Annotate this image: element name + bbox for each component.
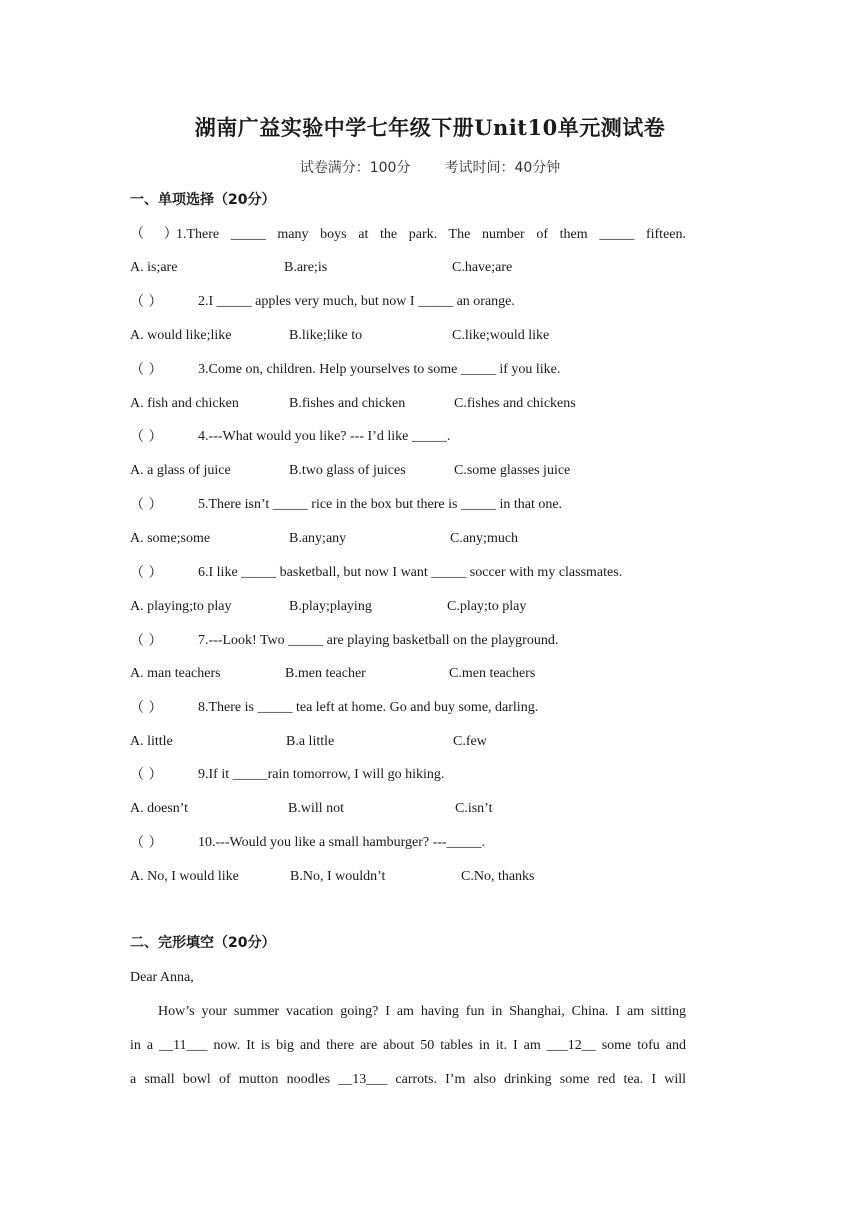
question-text: 9.If it _____rain tomorrow, I will go hiking. bbox=[198, 767, 445, 782]
answer-paren: （ ） bbox=[130, 429, 163, 445]
option-b: B.like;like to bbox=[289, 328, 363, 343]
option-b: B.No, I wouldn’t bbox=[290, 869, 386, 884]
question-text: 1.There _____ many boys at the park. The number of them _____ fifteen. bbox=[175, 227, 686, 242]
option-b: B.play;playing bbox=[289, 599, 372, 614]
question-text: 6.I like _____ basketball, but now I want _____ soccer with my classmates. bbox=[198, 565, 623, 580]
answer-paren: （ ） bbox=[130, 362, 163, 378]
option-c: C.any;much bbox=[450, 531, 519, 546]
question-text: 8.There is _____ tea left at home. Go and buy some, darling. bbox=[198, 700, 539, 715]
option-b: B.will not bbox=[288, 801, 345, 816]
option-a: A. doesn’t bbox=[130, 801, 189, 816]
option-b: B.two glass of juices bbox=[289, 463, 406, 478]
answer-paren: （ ） bbox=[130, 294, 163, 310]
answer-paren: （ ） bbox=[130, 700, 163, 716]
question-text: 2.I _____ apples very much, but now I _____ an orange. bbox=[198, 294, 515, 309]
question-text: 3.Come on, children. Help yourselves to some _____ if you like. bbox=[198, 362, 561, 377]
question-8 bbox=[130, 697, 686, 719]
question-9 bbox=[130, 764, 686, 786]
options-10 bbox=[130, 866, 686, 888]
section-2-heading: 二、完形填空（20分） bbox=[130, 935, 276, 951]
option-c: C.fishes and chickens bbox=[454, 396, 576, 411]
option-b: B.men teacher bbox=[285, 666, 366, 681]
option-a: A. playing;to play bbox=[130, 599, 232, 614]
option-a: A. fish and chicken bbox=[130, 396, 239, 411]
options-9 bbox=[130, 798, 686, 820]
letter-salutation: Dear Anna, bbox=[130, 970, 194, 985]
question-10 bbox=[130, 832, 686, 854]
option-c: C.No, thanks bbox=[461, 869, 535, 884]
options-5 bbox=[130, 528, 686, 550]
option-a: A. little bbox=[130, 734, 173, 749]
option-a: A. is;are bbox=[130, 260, 178, 275]
option-a: A. man teachers bbox=[130, 666, 221, 681]
options-8 bbox=[130, 731, 686, 753]
question-6 bbox=[130, 562, 686, 584]
answer-paren: （ ） bbox=[130, 835, 163, 851]
options-2 bbox=[130, 325, 686, 347]
question-text: 10.---Would you like a small hamburger? ---_____. bbox=[198, 835, 486, 850]
section-1-heading: 一、单项选择（20分） bbox=[130, 192, 276, 208]
exam-time: 考试时间：40分钟 bbox=[444, 160, 561, 176]
question-2 bbox=[130, 291, 686, 313]
options-1 bbox=[130, 257, 686, 279]
page-title: 湖南广益实验中学七年级下册Unit10单元测试卷 bbox=[194, 115, 666, 140]
question-text: 5.There isn’t _____ rice in the box but there is _____ in that one. bbox=[198, 497, 563, 512]
options-4 bbox=[130, 460, 686, 482]
option-b: B.fishes and chicken bbox=[289, 396, 406, 411]
question-1 bbox=[130, 224, 686, 246]
option-a: A. some;some bbox=[130, 531, 211, 546]
options-7 bbox=[130, 663, 686, 685]
question-3 bbox=[130, 359, 686, 381]
option-c: C.few bbox=[453, 734, 487, 749]
option-c: C.isn’t bbox=[455, 801, 493, 816]
option-a: A. a glass of juice bbox=[130, 463, 231, 478]
full-marks: 试卷满分：100分 bbox=[299, 160, 411, 176]
question-text: 7.---Look! Two _____ are playing basketball on the playground. bbox=[198, 633, 559, 648]
passage-line: How’s your summer vacation going? I am having fun in Shanghai, China. I am sitting bbox=[158, 1004, 686, 1019]
option-b: B.a little bbox=[286, 734, 335, 749]
answer-paren: （ ） bbox=[130, 497, 163, 513]
option-b: B.any;any bbox=[289, 531, 347, 546]
option-c: C.have;are bbox=[452, 260, 513, 275]
option-a: A. would like;like bbox=[130, 328, 232, 343]
option-c: C.some glasses juice bbox=[454, 463, 571, 478]
passage-line: in a __11___ now. It is big and there are about 50 tables in it. I am ___12__ some tofu and bbox=[130, 1038, 686, 1053]
question-7 bbox=[130, 630, 686, 652]
passage-line: a small bowl of mutton noodles __13___ carrots. I’m also drinking some red tea. I will bbox=[130, 1072, 686, 1087]
option-c: C.like;would like bbox=[452, 328, 550, 343]
question-text: 4.---What would you like? --- I’d like _____. bbox=[198, 429, 451, 444]
question-4 bbox=[130, 426, 686, 448]
option-c: C.play;to play bbox=[447, 599, 527, 614]
answer-paren: （ ） bbox=[130, 767, 163, 783]
options-6 bbox=[130, 596, 686, 618]
question-5 bbox=[130, 494, 686, 516]
option-a: A. No, I would like bbox=[130, 869, 239, 884]
answer-paren: （ ） bbox=[130, 565, 163, 581]
options-3 bbox=[130, 393, 686, 415]
option-b: B.are;is bbox=[284, 260, 328, 275]
answer-paren: （ ） bbox=[130, 227, 186, 242]
exam-info bbox=[0, 157, 860, 177]
answer-paren: （ ） bbox=[130, 633, 163, 649]
option-c: C.men teachers bbox=[449, 666, 536, 681]
